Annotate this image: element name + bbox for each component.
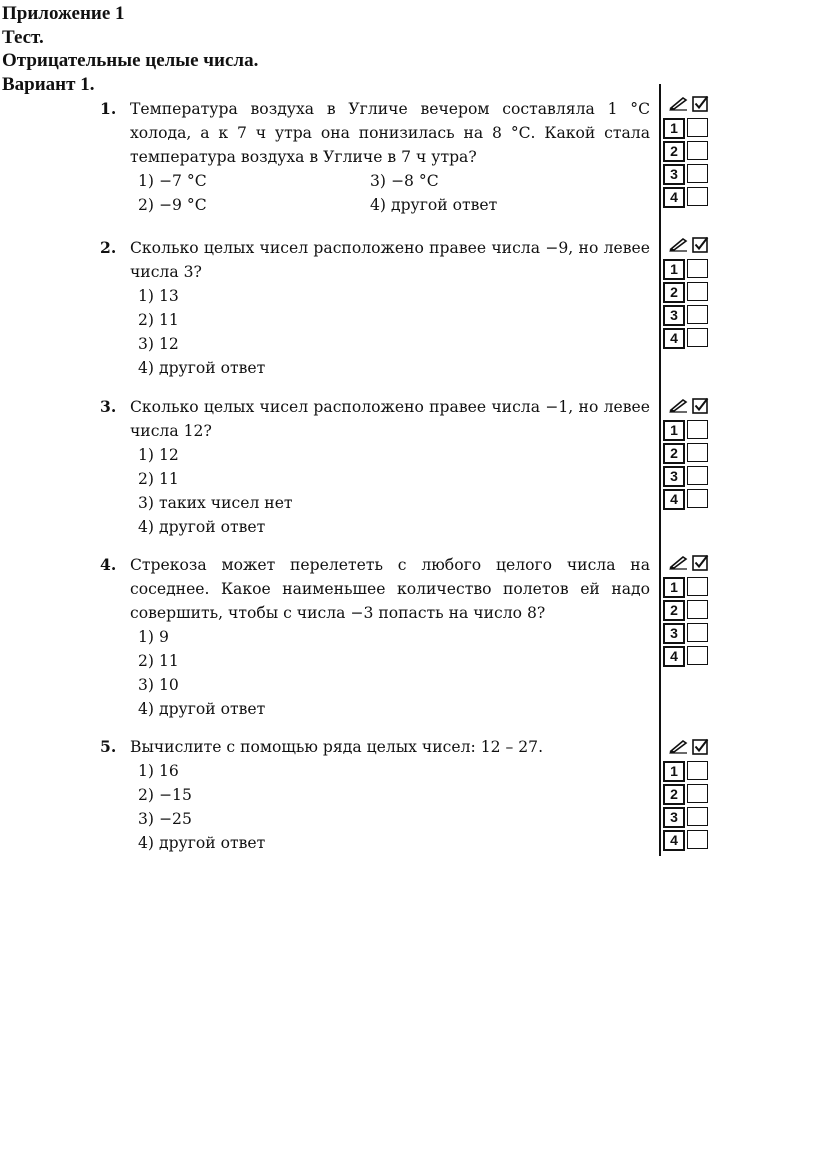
answer-checkbox[interactable] — [687, 577, 708, 596]
question-text: Сколько целых чисел расположено правее числа −1, но левее числа 12? — [130, 398, 650, 440]
answer-number: 3 — [663, 164, 685, 185]
pencil-icon — [669, 738, 689, 758]
question-number: 4. — [100, 555, 117, 574]
answer-checkbox[interactable] — [687, 443, 708, 462]
answer-number: 2 — [663, 141, 685, 162]
option-4: 4) другой ответ — [138, 700, 266, 718]
answer-checkbox[interactable] — [687, 489, 708, 508]
checkbox-checked-icon — [692, 397, 709, 418]
question-number: 1. — [100, 99, 117, 118]
answer-number: 2 — [663, 443, 685, 464]
answer-checkbox[interactable] — [687, 761, 708, 780]
answer-checkbox[interactable] — [687, 187, 708, 206]
options — [138, 284, 650, 380]
answer-number: 3 — [663, 807, 685, 828]
answer-row — [663, 646, 717, 667]
question-3 — [100, 395, 650, 539]
answer-row — [663, 141, 717, 162]
answer-number: 1 — [663, 577, 685, 598]
answer-number: 4 — [663, 187, 685, 208]
answer-header — [669, 737, 717, 759]
answer-row — [663, 282, 717, 303]
answer-checkbox[interactable] — [687, 305, 708, 324]
question-number: 5. — [100, 737, 117, 756]
answer-checkbox[interactable] — [687, 623, 708, 642]
answer-row — [663, 489, 717, 510]
answer-number: 2 — [663, 600, 685, 621]
question-text: Сколько целых чисел расположено правее числа −9, но левее числа 3? — [130, 239, 650, 281]
answer-row — [663, 420, 717, 441]
option-3: 3) 12 — [138, 335, 179, 353]
answer-row — [663, 466, 717, 487]
answer-row — [663, 830, 717, 851]
option-1: 1) 16 — [138, 762, 179, 780]
question-1 — [100, 97, 650, 217]
appendix-label: Приложение 1 — [2, 3, 125, 24]
answer-checkbox[interactable] — [687, 466, 708, 485]
option-3: 3) таких чисел нет — [138, 494, 293, 512]
options — [138, 759, 650, 855]
answer-number: 1 — [663, 118, 685, 139]
option-1: 1) −7 °С — [138, 172, 207, 190]
option-1: 1) 13 — [138, 287, 179, 305]
answer-column-divider — [659, 84, 661, 856]
option-3: 3) 10 — [138, 676, 179, 694]
answer-row — [663, 118, 717, 139]
question-text: Вычислите с помощью ряда целых чисел: 12 – 27. — [130, 738, 544, 756]
question-number: 2. — [100, 238, 117, 257]
document-header — [2, 2, 258, 96]
option-4: 4) другой ответ — [138, 834, 266, 852]
answer-block-1 — [663, 94, 717, 208]
answer-checkbox[interactable] — [687, 420, 708, 439]
options — [138, 443, 650, 539]
answer-number: 1 — [663, 761, 685, 782]
checkbox-checked-icon — [692, 236, 709, 257]
answer-checkbox[interactable] — [687, 807, 708, 826]
option-2: 2) 11 — [138, 470, 179, 488]
answer-number: 4 — [663, 646, 685, 667]
variant-label: Вариант 1. — [2, 73, 95, 95]
answer-checkbox[interactable] — [687, 141, 708, 160]
answer-number: 3 — [663, 623, 685, 644]
answer-block-2 — [663, 235, 717, 349]
test-label: Тест. — [2, 26, 44, 48]
answer-number: 1 — [663, 259, 685, 280]
option-1: 1) 12 — [138, 446, 179, 464]
answer-row — [663, 164, 717, 185]
answer-checkbox[interactable] — [687, 328, 708, 347]
answer-checkbox[interactable] — [687, 646, 708, 665]
answer-number: 3 — [663, 466, 685, 487]
answer-row — [663, 600, 717, 621]
checkbox-checked-icon — [692, 738, 709, 759]
question-number: 3. — [100, 397, 117, 416]
answer-checkbox[interactable] — [687, 600, 708, 619]
answer-row — [663, 443, 717, 464]
answer-number: 4 — [663, 489, 685, 510]
topic-title: Отрицательные целые числа. — [2, 50, 259, 71]
option-1: 1) 9 — [138, 628, 169, 646]
answer-block-3 — [663, 396, 717, 510]
answer-number: 2 — [663, 784, 685, 805]
pencil-icon — [669, 95, 689, 115]
answer-row — [663, 784, 717, 805]
question-text: Температура воздуха в Угличе вечером составляла 1 °С холода, а к 7 ч утра она понизилась на 8 °С. Какой стала температура воздуха в Угличе в 7 ч утра? — [130, 100, 650, 166]
option-2: 2) 11 — [138, 311, 179, 329]
option-3: 3) −8 °С — [370, 172, 439, 190]
options — [138, 625, 650, 721]
answer-row — [663, 259, 717, 280]
answer-number: 1 — [663, 420, 685, 441]
question-text: Стрекоза может перелететь с любого целого числа на соседнее. Какое наименьшее количество полетов ей надо совершить, чтобы с числа −3 попасть на число 8? — [130, 556, 650, 622]
option-4: 4) другой ответ — [370, 196, 498, 214]
pencil-icon — [669, 236, 689, 256]
answer-row — [663, 807, 717, 828]
answer-header — [669, 396, 717, 418]
answer-checkbox[interactable] — [687, 164, 708, 183]
answer-number: 4 — [663, 328, 685, 349]
option-2: 2) 11 — [138, 652, 179, 670]
question-5 — [100, 735, 650, 855]
answer-row — [663, 328, 717, 349]
option-4: 4) другой ответ — [138, 359, 266, 377]
checkbox-checked-icon — [692, 554, 709, 575]
answer-header — [669, 235, 717, 257]
option-2: 2) −9 °С — [138, 196, 207, 214]
answer-header — [669, 94, 717, 116]
checkbox-checked-icon — [692, 95, 709, 116]
answer-checkbox[interactable] — [687, 259, 708, 278]
question-2 — [100, 236, 650, 380]
pencil-icon — [669, 554, 689, 574]
answer-checkbox[interactable] — [687, 784, 708, 803]
answer-number: 2 — [663, 282, 685, 303]
answer-row — [663, 761, 717, 782]
answer-block-5 — [663, 737, 717, 851]
option-3: 3) −25 — [138, 810, 192, 828]
answer-checkbox[interactable] — [687, 118, 708, 137]
answer-checkbox[interactable] — [687, 830, 708, 849]
answer-row — [663, 623, 717, 644]
answer-row — [663, 187, 717, 208]
options — [138, 169, 650, 217]
answer-row — [663, 577, 717, 598]
answer-checkbox[interactable] — [687, 282, 708, 301]
answer-header — [669, 553, 717, 575]
option-2: 2) −15 — [138, 786, 192, 804]
option-4: 4) другой ответ — [138, 518, 266, 536]
answer-row — [663, 305, 717, 326]
answer-block-4 — [663, 553, 717, 667]
answer-number: 4 — [663, 830, 685, 851]
answer-number: 3 — [663, 305, 685, 326]
question-4 — [100, 553, 650, 721]
pencil-icon — [669, 397, 689, 417]
